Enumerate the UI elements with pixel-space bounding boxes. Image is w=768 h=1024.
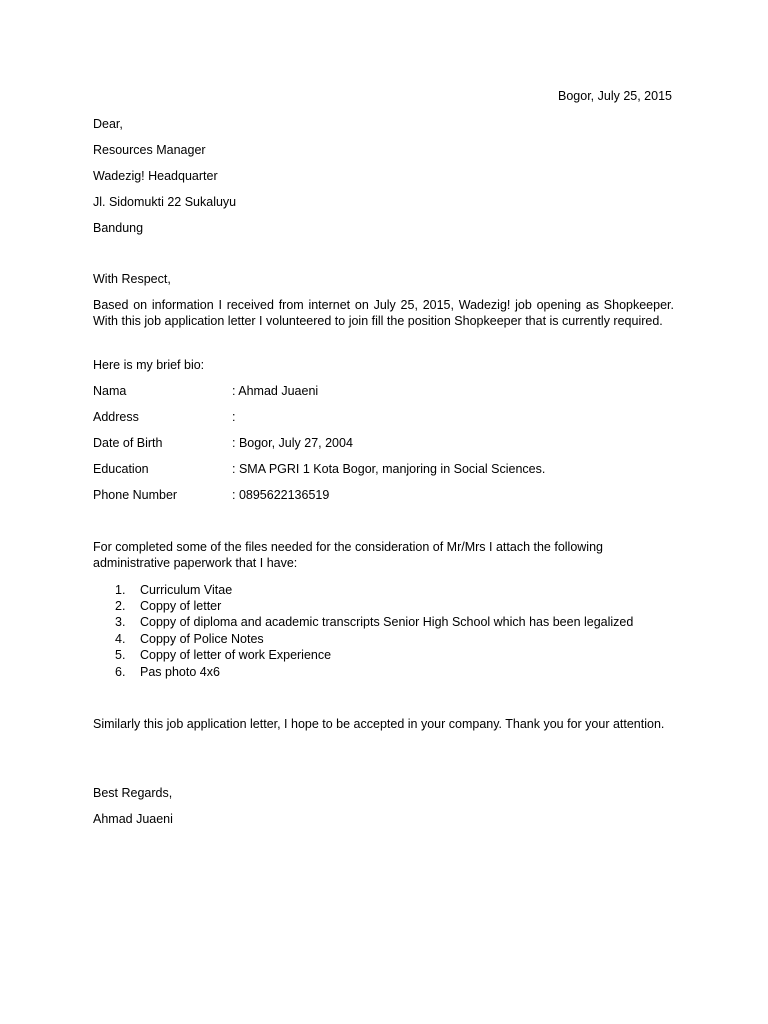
recipient-street: Jl. Sidomukti 22 Sukaluyu [93, 195, 237, 209]
greeting: With Respect, [93, 272, 171, 286]
signature: Ahmad Juaeni [93, 812, 173, 826]
attachments-intro: For completed some of the files needed for the consideration of Mr/Mrs I attach the following administrative paperwork that I have: [93, 540, 603, 570]
list-item: Coppy of diploma and academic transcripts Senior High School which has been legalized [140, 615, 634, 629]
list-item: Pas photo 4x6 [140, 665, 220, 679]
list-number: 1. [115, 583, 126, 597]
list-item: Coppy of letter of work Experience [140, 648, 332, 662]
closing: Best Regards, [93, 786, 173, 800]
bio-label: Address [93, 410, 139, 424]
recipient-title: Resources Manager [93, 143, 206, 157]
list-item: Coppy of Police Notes [140, 632, 264, 646]
recipient-city: Bandung [93, 221, 144, 235]
list-number: 3. [115, 615, 126, 629]
salutation: Dear, [93, 117, 123, 131]
list-number: 2. [115, 599, 126, 613]
bio-label: Nama [93, 384, 127, 398]
list-number: 5. [115, 648, 126, 662]
bio-value: : Bogor, July 27, 2004 [232, 436, 353, 450]
bio-label: Phone Number [93, 488, 178, 502]
closing-paragraph: Similarly this job application letter, I hope to be accepted in your company. Thank you for your attention. [93, 717, 665, 731]
bio-label: Date of Birth [93, 436, 163, 450]
bio-label: Education [93, 462, 149, 476]
bio-value: : SMA PGRI 1 Kota Bogor, manjoring in Social Sciences. [232, 462, 546, 476]
bio-intro: Here is my brief bio: [93, 358, 205, 372]
intro-paragraph: Based on information I received from internet on July 25, 2015, Wadezig! job opening as Shopkeeper. With this job application letter I volunteered to join fill the position Shopkeeper that is currently required. [93, 298, 674, 328]
letter-date: Bogor, July 25, 2015 [558, 89, 672, 103]
bio-value: : Ahmad Juaeni [232, 384, 319, 398]
recipient-company: Wadezig! Headquarter [93, 169, 218, 183]
list-number: 6. [115, 665, 126, 679]
list-number: 4. [115, 632, 126, 646]
bio-value: : 0895622136519 [232, 488, 330, 502]
list-item: Curriculum Vitae [140, 583, 233, 597]
bio-value: : [232, 410, 236, 424]
list-item: Coppy of letter [140, 599, 222, 613]
